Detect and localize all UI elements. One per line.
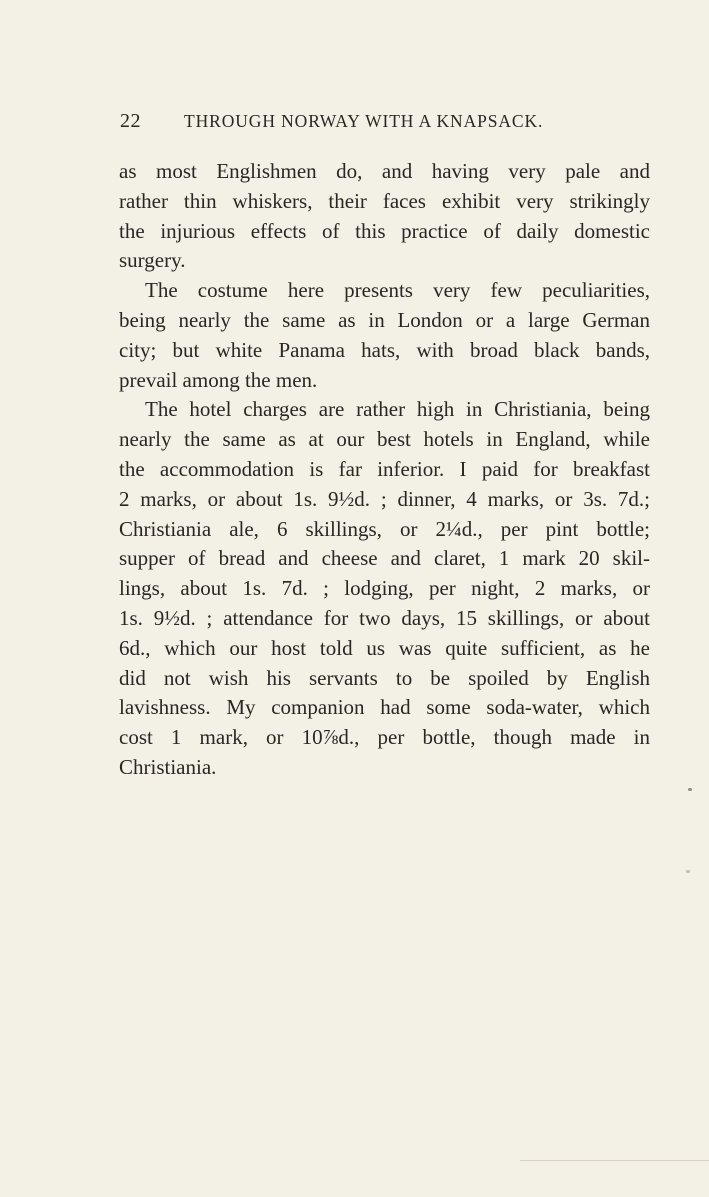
text-line: did not wish his servants to be spoiled by English [119, 665, 650, 690]
text-line: Christiania. [119, 754, 217, 779]
text-line: prevail among the men. [119, 367, 318, 392]
text-line: cost 1 mark, or 10⅞d., per bottle, though made in [119, 725, 650, 750]
text-line: the accommodation is far inferior. I paid for breakfast [119, 456, 650, 481]
text-line: supper of bread and cheese and claret, 1 mark 20 skil- [119, 546, 650, 571]
text-line: 6d., which our host told us was quite sufficient, as he [119, 635, 650, 660]
text-line: the injurious effects of this practice of daily domestic [119, 218, 650, 243]
text-line: as most Englishmen do, and having very pale and [119, 159, 650, 183]
ink-speck [688, 788, 692, 791]
running-header [120, 110, 650, 133]
paragraph-first-line: The costume here presents very few peculiarities, [145, 278, 650, 303]
text-line: nearly the same as at our best hotels in England, while [119, 427, 650, 452]
text-line: lavishness. My companion had some soda-water, which [119, 695, 650, 720]
text-line: 2 marks, or about 1s. 9½d. ; dinner, 4 marks, or 3s. 7d.; [119, 486, 650, 511]
text-line: city; but white Panama hats, with broad black bands, [119, 337, 650, 362]
ink-speck [686, 870, 690, 873]
running-title: THROUGH NORWAY WITH A KNAPSACK. [184, 111, 544, 131]
text-line: being nearly the same as in London or a large German [119, 307, 650, 332]
text-line: Christiania ale, 6 skillings, or 2¼d., per pint bottle; [119, 516, 650, 541]
text-line: rather thin whiskers, their faces exhibit very strikingly [119, 188, 650, 213]
paragraph-first-line: The hotel charges are rather high in Christiania, being [145, 397, 650, 422]
page-number: 22 [120, 110, 141, 132]
text-line: surgery. [119, 248, 186, 273]
text-line: lings, about 1s. 7d. ; lodging, per night, 2 marks, or [119, 576, 650, 601]
body-text [119, 157, 650, 783]
text-line: 1s. 9½d. ; attendance for two days, 15 skillings, or about [119, 605, 650, 630]
page-edge-mark [520, 1160, 709, 1161]
